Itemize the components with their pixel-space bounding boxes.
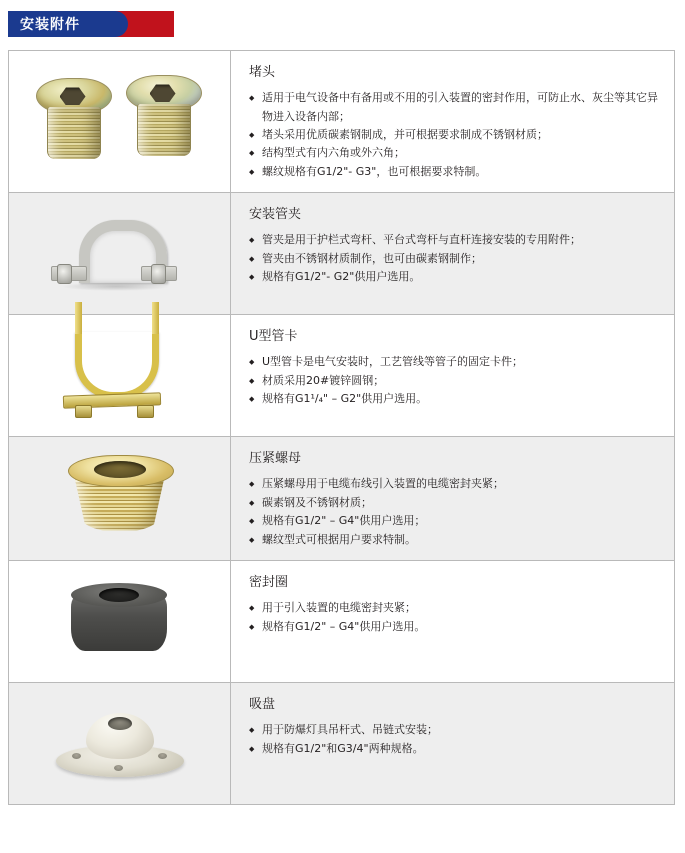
- table-row: [9, 561, 674, 683]
- suction-cup-icon: [50, 701, 190, 787]
- product-name: 吸盘: [249, 697, 276, 713]
- product-bullets: [249, 231, 662, 286]
- product-image-cell: [9, 193, 231, 314]
- table-row: [9, 315, 674, 437]
- bullet-item: ◆ 碳素钢及不锈钢材质；: [249, 494, 662, 512]
- product-bullets: [249, 353, 662, 408]
- product-text-cell: [231, 561, 674, 682]
- compression-nut-icon: [60, 449, 180, 549]
- product-image-cell: [9, 315, 231, 436]
- bullet-item: ◆ 螺纹规格有G1/2"- G3"，也可根据要求特制。: [249, 163, 662, 181]
- bullet-item: ◆ 管夹由不锈钢材质制作，也可由碳素钢制作；: [249, 250, 662, 268]
- pipe-clamp-icon: [45, 206, 195, 300]
- product-image-cell: [9, 437, 231, 560]
- product-text-cell: [231, 51, 674, 192]
- product-name: 密封圈: [249, 575, 289, 591]
- product-name: 堵头: [249, 65, 276, 80]
- product-text-cell: [231, 683, 674, 804]
- product-bullets: [249, 721, 662, 758]
- u-bolt-icon: [45, 326, 195, 424]
- bullet-item: ◆ 材质采用20#镀锌圆钢；: [249, 372, 662, 390]
- product-bullets: [249, 475, 662, 549]
- bullet-item: ◆ 压紧螺母用于电缆布线引入装置的电缆密封夹紧；: [249, 475, 662, 493]
- bullet-item: ◆ 规格有G1/2"和G3/4"两种规格。: [249, 740, 662, 758]
- bullet-continuation: 物进入设备内部；: [262, 109, 350, 123]
- bullet-item: ◆ 规格有G1/2"- G2"供用户选用。: [249, 268, 662, 286]
- bullet-item: ◆ 螺纹型式可根据用户要求特制。: [249, 531, 662, 549]
- page-header: [8, 8, 685, 44]
- product-name: 压紧螺母: [249, 450, 302, 466]
- header-swoosh-shape: [92, 11, 128, 37]
- bullet-item: ◆ 管夹是用于护栏式弯杆、平台式弯杆与直杆连接安装的专用附件；: [249, 231, 662, 249]
- table-row: [9, 683, 674, 805]
- bullet-item: ◆ 堵头采用优质碳素钢制成，并可根据要求制成不锈钢材质；: [249, 126, 662, 144]
- bullet-item: ◆ 用于防爆灯具吊杆式、吊链式安装；: [249, 721, 662, 739]
- product-bullets: [249, 89, 662, 107]
- product-image-cell: [9, 51, 231, 192]
- table-row: [9, 51, 674, 193]
- plug-icon: [30, 75, 210, 167]
- bullet-item: ◆ U型管卡是电气安装时，工艺管线等管子的固定卡件；: [249, 353, 662, 371]
- bullet-item: ◆ 规格有G1/2" – G4"供用户选用；: [249, 512, 662, 530]
- product-name: U型管卡: [249, 328, 298, 344]
- table-row: [9, 437, 674, 561]
- product-text-cell: [231, 193, 674, 314]
- product-name: 安装管夹: [249, 206, 302, 222]
- product-bullets: [249, 599, 662, 636]
- product-bullets-continued: [249, 126, 662, 181]
- bullet-item: ◆ 规格有G1/2" – G4"供用户选用。: [249, 618, 662, 636]
- page-title: 安装附件: [8, 11, 94, 37]
- table-row: [9, 193, 674, 315]
- sealing-ring-icon: [65, 581, 175, 663]
- product-text-cell: [231, 437, 674, 560]
- product-table: [8, 50, 675, 805]
- product-image-cell: [9, 561, 231, 682]
- bullet-item: ◆ 适用于电气设备中有备用或不用的引入装置的密封作用，可防止水、灰尘等其它异: [249, 89, 662, 107]
- bullet-item: ◆ 用于引入装置的电缆密封夹紧；: [249, 599, 662, 617]
- bullet-item: ◆ 结构型式有内六角或外六角；: [249, 144, 662, 162]
- bullet-item: ◆ 规格有G1¹/₄" – G2"供用户选用。: [249, 390, 662, 408]
- product-text-cell: [231, 315, 674, 436]
- product-image-cell: [9, 683, 231, 804]
